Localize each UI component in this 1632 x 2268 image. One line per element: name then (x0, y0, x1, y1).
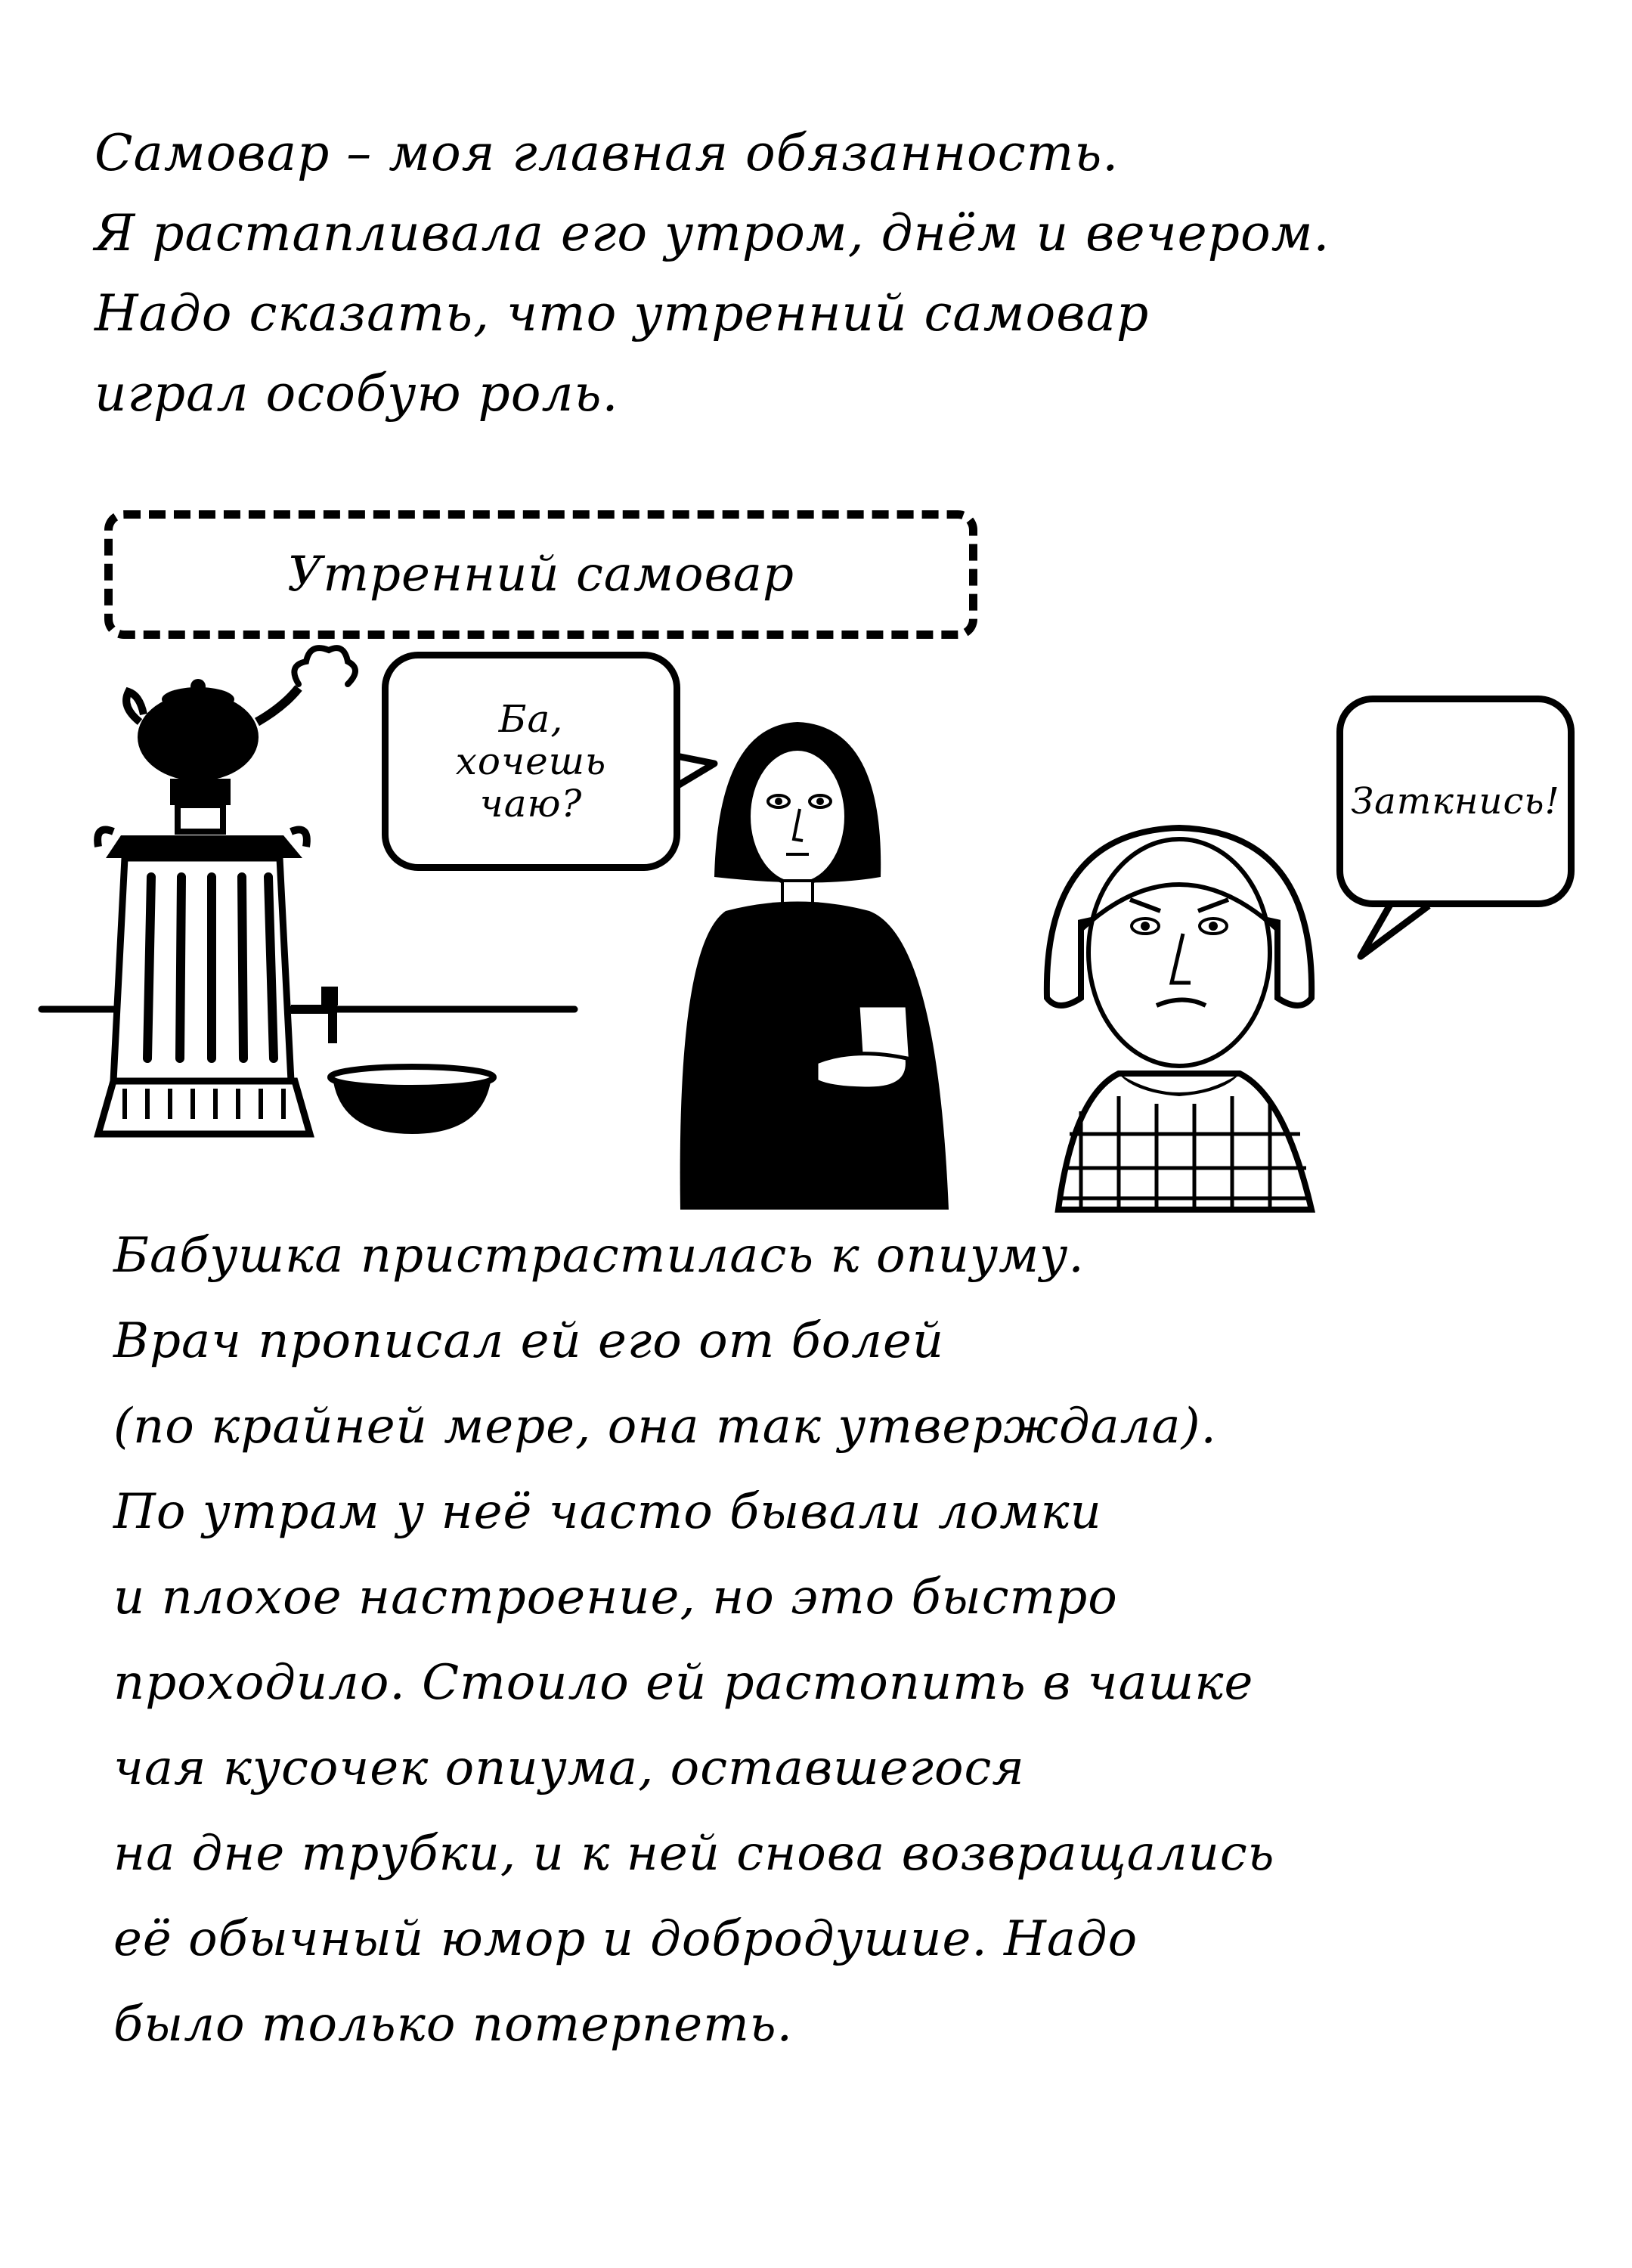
body-line: чая кусочек опиума, оставшегося (113, 1740, 1025, 1796)
girl-figure (680, 722, 949, 1210)
body-line: Бабушка пристрастилась к опиуму. (113, 1228, 1085, 1284)
body-line: и плохое настроение, но это быстро (113, 1569, 1118, 1625)
body-line: проходило. Стоило ей растопить в чашке (113, 1655, 1254, 1711)
speech-tail-icon (1361, 903, 1429, 956)
speech-line: Ба, (498, 697, 564, 741)
body-line: на дне трубки, и к ней снова возвращались (113, 1826, 1275, 1882)
body-line: (по крайней мере, она так утверждала). (113, 1399, 1217, 1455)
speech-bubble-grandmother (1336, 696, 1575, 907)
intro-line: Я растапливала его утром, днём и вечером. (94, 204, 1330, 262)
intro-line: Надо сказать, что утренний самовар (94, 284, 1150, 342)
body-line: По утрам у неё часто бывали ломки (113, 1484, 1102, 1540)
body-paragraph (113, 1213, 1587, 2068)
intro-line: Самовар – моя главная обязанность. (94, 124, 1119, 182)
speech-line: чаю? (479, 782, 583, 826)
speech-bubble-girl (382, 652, 680, 871)
bowl-icon (330, 1067, 494, 1134)
samovar-icon (98, 779, 338, 1134)
speech-bubble-text: Заткнись! (1351, 780, 1560, 823)
intro-line: играл особую роль. (94, 364, 619, 423)
speech-line: хочешь (455, 739, 607, 783)
body-line: Врач прописал ей его от болей (113, 1313, 945, 1369)
body-line: было только потерпеть. (113, 1997, 793, 2053)
teapot-icon (126, 679, 299, 781)
speech-tail-icon (677, 756, 714, 786)
steam-icon (294, 648, 355, 684)
grandmother-figure (1047, 828, 1311, 1210)
body-line: её обычный юмор и добродушие. Надо (113, 1911, 1138, 1967)
speech-bubble-text (456, 698, 607, 825)
panel-caption: Утренний самовар (287, 547, 794, 603)
